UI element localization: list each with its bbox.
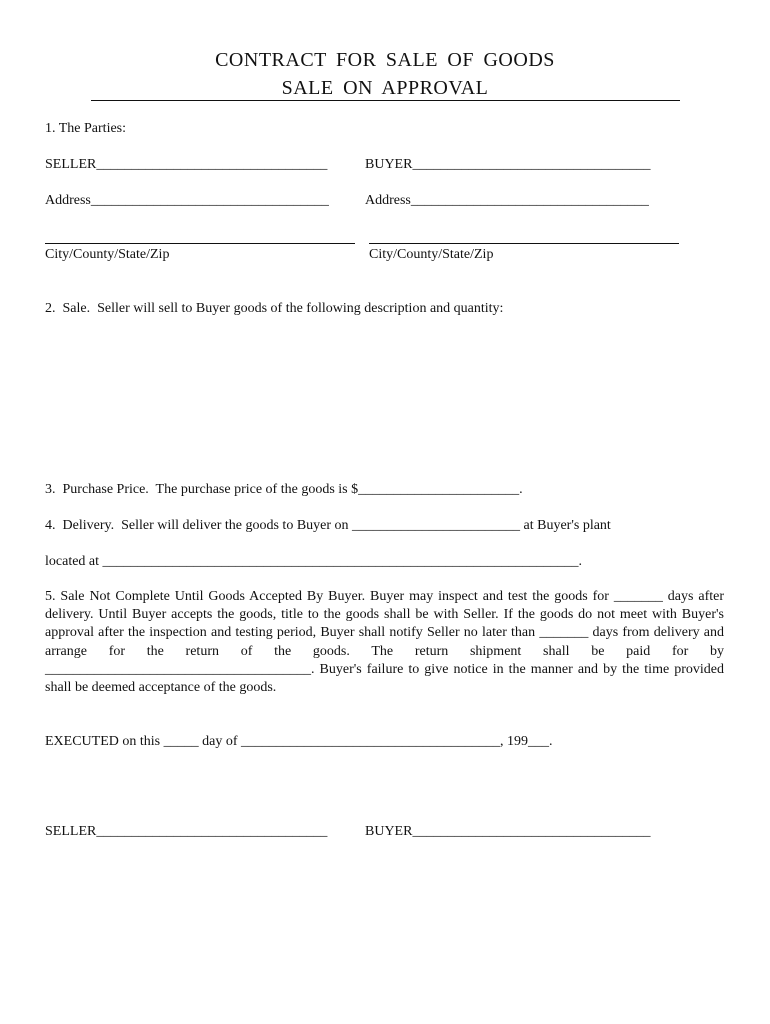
buyer-city-label: City/County/State/Zip <box>369 247 494 262</box>
purchase-price-clause: 3. Purchase Price. The purchase price of the goods is $_______________________. <box>45 482 523 497</box>
buyer-city-rule <box>369 243 679 244</box>
title-underline <box>91 100 680 101</box>
buyer-name-field: BUYER__________________________________ <box>365 157 651 172</box>
contract-title-line2: SALE ON APPROVAL <box>281 77 489 99</box>
delivery-clause-line1: 4. Delivery. Seller will deliver the goods to Buyer on ________________________ at Buyer's plant <box>45 518 611 533</box>
seller-city-rule <box>45 243 355 244</box>
seller-city-label: City/County/State/Zip <box>45 247 170 262</box>
parties-heading: 1. The Parties: <box>45 121 127 136</box>
buyer-address-field: Address__________________________________ <box>365 193 649 208</box>
executed-date-line: EXECUTED on this _____ day of _____________________________________, 199___. <box>45 734 553 749</box>
contract-title-line1: CONTRACT FOR SALE OF GOODS <box>215 49 555 71</box>
seller-address-field: Address__________________________________ <box>45 193 329 208</box>
delivery-clause-line2: located at ____________________________________________________________________. <box>45 554 583 569</box>
sale-description-clause: 2. Sale. Seller will sell to Buyer goods of the following description and quantity: <box>45 301 504 316</box>
acceptance-clause: 5. Sale Not Complete Until Goods Accepted By Buyer. Buyer may inspect and test the goods for _______ days after delivery. Until Buyer accepts the goods, title to the goods shall be with Seller. If the goods do not meet with Buyer's approval after the inspection and testing period, Buyer shall notify Seller no later than _______ days from delivery and arrange for the return of the goods. The return shipment shall be paid for by ______________________________________. Buyer's failure to give notice in the manner and by the time provided shall be deemed acceptance of the goods. <box>45 589 724 696</box>
buyer-signature-line: BUYER__________________________________ <box>365 824 651 839</box>
seller-signature-line: SELLER_________________________________ <box>45 824 328 839</box>
seller-name-field: SELLER_________________________________ <box>45 157 328 172</box>
